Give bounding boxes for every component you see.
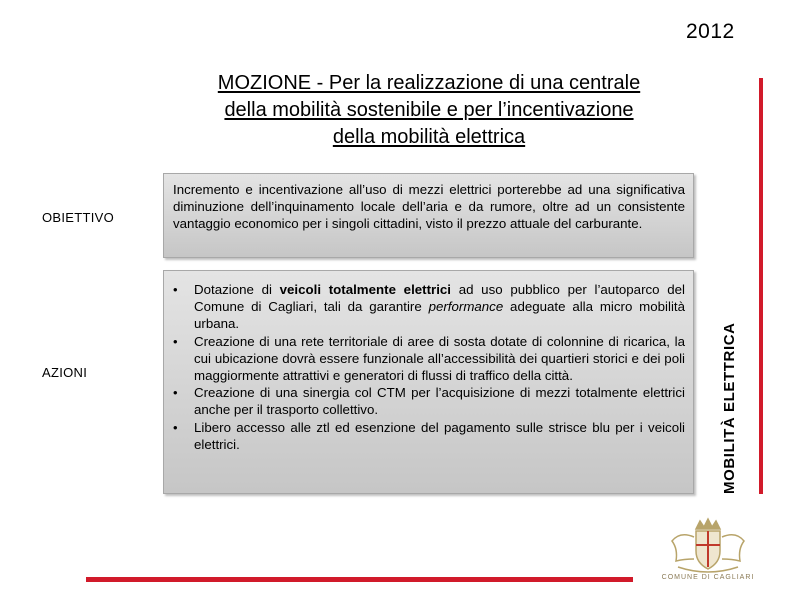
actions-label: AZIONI	[42, 365, 88, 380]
side-banner-text: MOBILITÀ ELETTRICA	[721, 322, 738, 494]
action-item	[171, 333, 685, 384]
bottom-accent-bar	[86, 577, 633, 582]
logo-caption: COMUNE DI CAGLIARI	[661, 574, 755, 581]
objective-label: OBIETTIVO	[42, 210, 115, 225]
action-text: ad uso pubblico per l’autoparco del Comune di Cagliari, tali da garantire	[194, 282, 685, 314]
bullet-icon: •	[173, 385, 178, 400]
action-item	[171, 419, 685, 453]
side-accent-bar	[759, 78, 763, 494]
actions-list	[171, 281, 685, 453]
bullet-icon: •	[173, 282, 178, 297]
title-line-1: MOZIONE - Per la realizzazione di una centrale	[217, 72, 641, 94]
action-text: Dotazione di	[194, 282, 280, 297]
year-label: 2012	[686, 20, 735, 43]
action-text: adeguate alla micro mobilità urbana.	[194, 299, 685, 331]
action-item	[171, 384, 685, 418]
action-text: Libero accesso alle ztl ed esenzione del pagamento sulle strisce blu per i veicoli elettrici.	[194, 419, 685, 452]
page-title	[155, 70, 703, 151]
action-text: Creazione di una rete territoriale di aree di sosta dotate di colonnine di ricarica, la cui ubicazione dovrà essere funzionale all’accessibilità dei quartieri storici e dei poli maggiormente attrattivi e generatori di flussi di traffico della città.	[194, 333, 685, 383]
action-item	[171, 281, 685, 332]
actions-box	[163, 270, 694, 494]
title-line-3: della mobilità elettrica	[332, 126, 526, 148]
objective-box	[163, 173, 694, 258]
action-text: Creazione di una sinergia col CTM per l’acquisizione di mezzi totalmente elettrici anche per il trasporto collettivo.	[194, 385, 685, 417]
title-line-2: della mobilità sostenibile e per l’incentivazione	[224, 99, 634, 121]
action-emphasis: veicoli totalmente elettrici	[279, 282, 451, 297]
bullet-icon: •	[173, 419, 178, 435]
action-italic: performance	[428, 299, 504, 314]
objective-text: Incremento e incentivazione all’uso di mezzi elettrici porterebbe ad una significativa diminuzione dell’inquinamento locale dell’aria e da rumore, oltre ad un consistente vantaggio economico per i singoli cittadini, visto il prezzo attuale del carburante.	[173, 182, 685, 231]
bullet-icon: •	[173, 333, 178, 349]
